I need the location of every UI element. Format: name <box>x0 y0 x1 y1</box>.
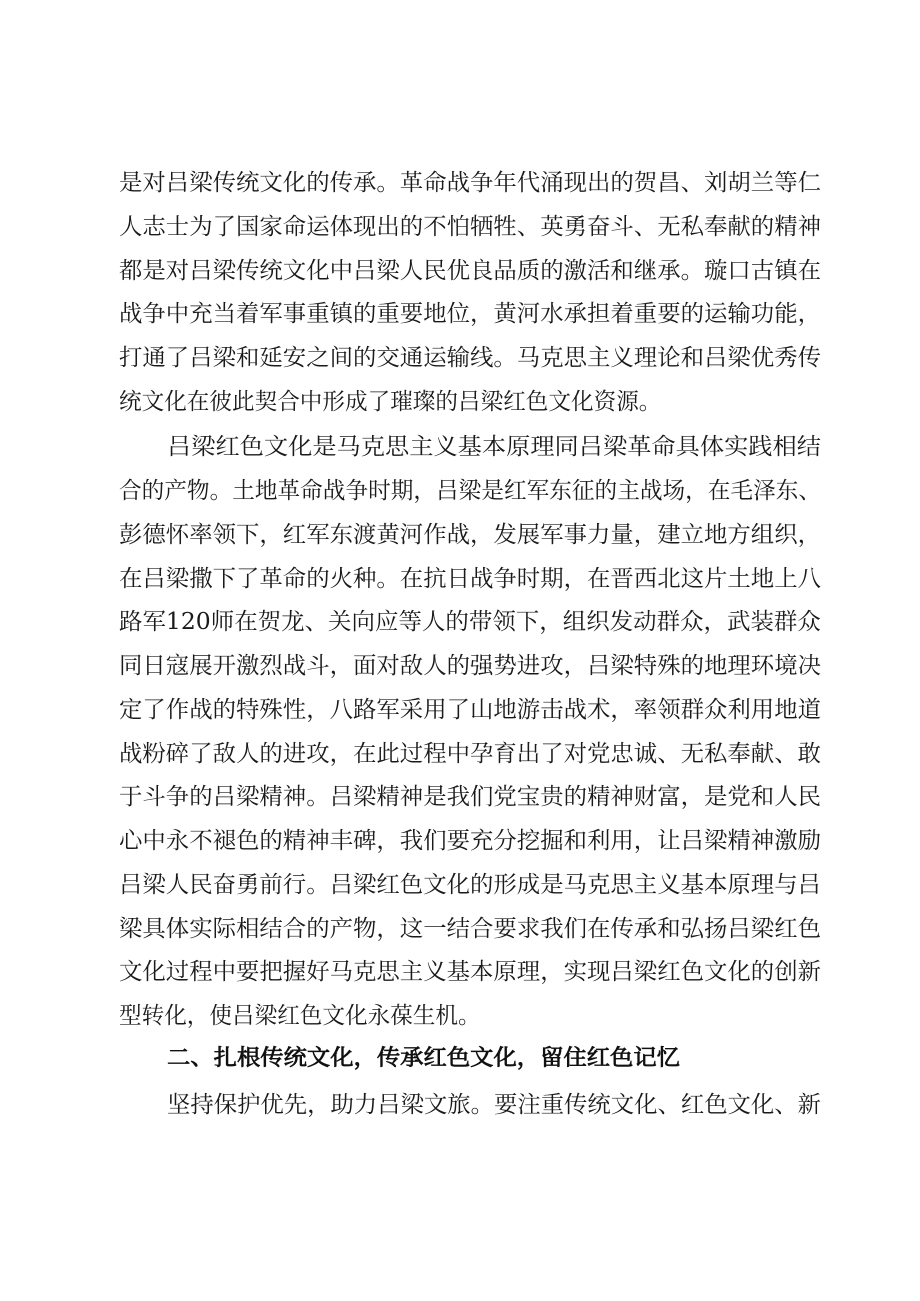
body-text-line: 都是对吕梁传统文化中吕梁人民优良品质的激活和继承。璇口古镇在 <box>119 258 822 284</box>
body-text-line: 同日寇展开激烈战斗，面对敌人的强势进攻，吕梁特殊的地理环境决 <box>119 653 822 679</box>
body-text-line: 于斗争的吕梁精神。吕梁精神是我们党宝贵的精神财富，是党和人民 <box>119 784 822 810</box>
body-text-line: 彭德怀率领下，红军东渡黄河作战，发展军事力量，建立地方组织， <box>119 522 822 548</box>
body-text-line: 在吕梁撒下了革命的火种。在抗日战争时期，在晋西北这片土地上八 <box>119 566 822 592</box>
body-text-line: 型转化，使吕梁红色文化永葆生机。 <box>119 1003 481 1029</box>
body-text-line: 战粉碎了敌人的进攻，在此过程中孕育出了对党忠诚、无私奉献、敢 <box>119 741 822 767</box>
body-text-line: 定了作战的特殊性，八路军采用了山地游击战术，率领群众利用地道 <box>119 697 822 723</box>
body-text-line: 坚持保护优先，助力吕梁文旅。要注重传统文化、红色文化、新 <box>167 1092 821 1118</box>
body-text-line: 吕梁红色文化是马克思主义基本原理同吕梁革命具体实践相结 <box>167 434 821 460</box>
body-text-line: 打通了吕梁和延安之间的交通运输线。马克思主义理论和吕梁优秀传 <box>119 345 822 371</box>
body-text-line: 路军120师在贺龙、关向应等人的带领下，组织发动群众，武装群众 <box>119 609 821 635</box>
body-text-line: 梁具体实际相结合的产物，这一结合要求我们在传承和弘扬吕梁红色 <box>119 916 822 942</box>
body-text-line: 统文化在彼此契合中形成了璀璨的吕梁红色文化资源。 <box>119 389 662 415</box>
body-text-line: 是对吕梁传统文化的传承。革命战争年代涌现出的贺昌、刘胡兰等仁 <box>119 170 822 196</box>
body-text-line: 合的产物。土地革命战争时期，吕梁是红军东征的主战场，在毛泽东、 <box>119 478 822 504</box>
section-heading: 二、扎根传统文化，传承红色文化，留住红色记忆 <box>167 1046 681 1071</box>
body-text-line: 吕梁人民奋勇前行。吕梁红色文化的形成是马克思主义基本原理与吕 <box>119 872 822 898</box>
body-text-line: 文化过程中要把握好马克思主义基本原理，实现吕梁红色文化的创新 <box>119 959 822 985</box>
body-text-line: 心中永不褪色的精神丰碑，我们要充分挖掘和利用，让吕梁精神激励 <box>119 828 822 854</box>
body-text-line: 人志士为了国家命运体现出的不怕牺牲、英勇奋斗、无私奉献的精神 <box>119 214 822 240</box>
body-text-line: 战争中充当着军事重镇的重要地位，黄河水承担着重要的运输功能， <box>119 301 822 327</box>
